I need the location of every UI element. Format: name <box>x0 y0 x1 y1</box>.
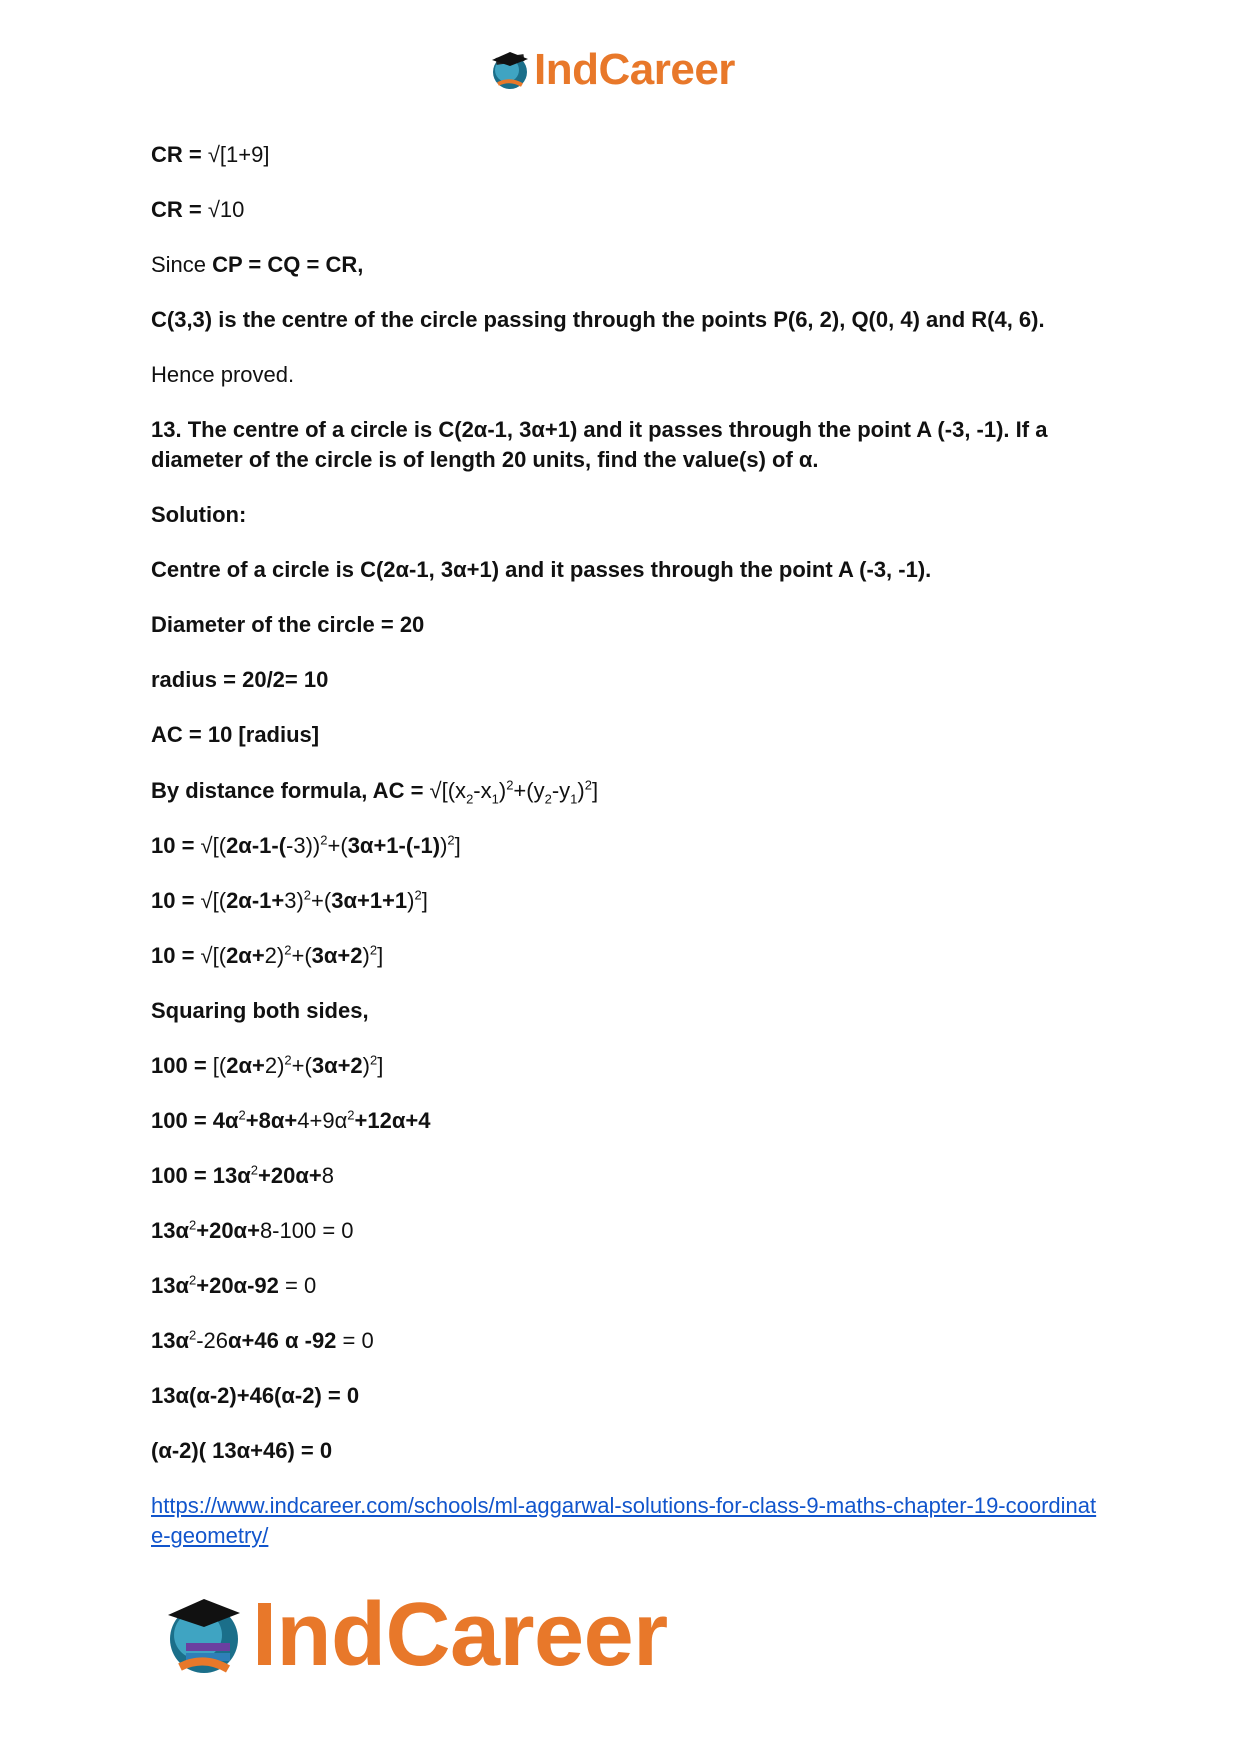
line-14: $10 = √[(2\alpha-1+3)^2+(3\alpha+1+1)^2]$ <box>151 887 428 913</box>
line-20: $13\alpha^2+20\alpha+8-100 = 0$ <box>151 1217 354 1243</box>
line-21: $13\alpha^2+20\alpha-92 = 0$ <box>151 1272 317 1298</box>
line-9: Diameter of the circle = 20 <box>151 612 425 637</box>
line-3: Since CP = CQ = CR, <box>151 252 364 277</box>
header-logo <box>488 40 735 100</box>
line-1: CR = √[1+9] <box>151 142 270 167</box>
header-logo-text: IndCareer <box>534 45 735 94</box>
graduation-globe-icon <box>160 1591 248 1679</box>
line-19: $100 = 13\alpha^2+20\alpha+8$ <box>151 1162 334 1188</box>
line-24: (α-2)( 13α+46) = 0 <box>151 1438 333 1463</box>
question-13: 13. The centre of a circle is C(2α-1, 3α+1) and it passes through the point A (-3, -1). If a diameter of the circle is of length 20 units, find the value(s) of α. <box>151 417 1048 472</box>
graduation-globe-icon <box>488 48 532 92</box>
line-12: By distance formula, AC = $√[(x_2-x_1)^2+(y_2-y_1)^2]$ <box>151 777 599 807</box>
line-5: Hence proved. <box>151 362 295 387</box>
line-11: AC = 10 [radius] <box>151 722 320 747</box>
line-2: CR = √10 <box>151 197 245 222</box>
line-15: $10 = √[(2\alpha+2)^2+(3\alpha+2)^2]$ <box>151 942 384 968</box>
line-18: $100 = 4\alpha^2+8\alpha+4+9\alpha^2+12\alpha+4$ <box>151 1107 431 1133</box>
line-16: Squaring both sides, <box>151 998 369 1023</box>
line-22: $13\alpha^2-26\alpha+46$ α -92 = 0 <box>151 1327 374 1353</box>
line-4: C(3,3) is the centre of the circle passing through the points P(6, 2), Q(0, 4) and R(4, 6). <box>151 307 1045 332</box>
line-8: Centre of a circle is C(2α-1, 3α+1) and it passes through the point A (-3, -1). <box>151 557 932 582</box>
line-17: $100 = [(2\alpha+2)^2+(3\alpha+2)^2]$ <box>151 1052 384 1078</box>
footer-logo <box>160 1585 668 1685</box>
line-23: 13α(α-2)+46(α-2) = 0 <box>151 1383 360 1408</box>
solution-heading: Solution: <box>151 502 247 527</box>
line-13: $10 = √[(2\alpha-1-(-3))^2+(3\alpha+1-(-1))^2]$ <box>151 832 461 858</box>
footer-logo-text: IndCareer <box>252 1584 668 1685</box>
line-10: radius = 20/2= 10 <box>151 667 329 692</box>
source-link[interactable]: https://www.indcareer.com/schools/ml-aggarwal-solutions-for-class-9-maths-chapter-19-coordinate-geometry/ <box>151 1493 1097 1548</box>
